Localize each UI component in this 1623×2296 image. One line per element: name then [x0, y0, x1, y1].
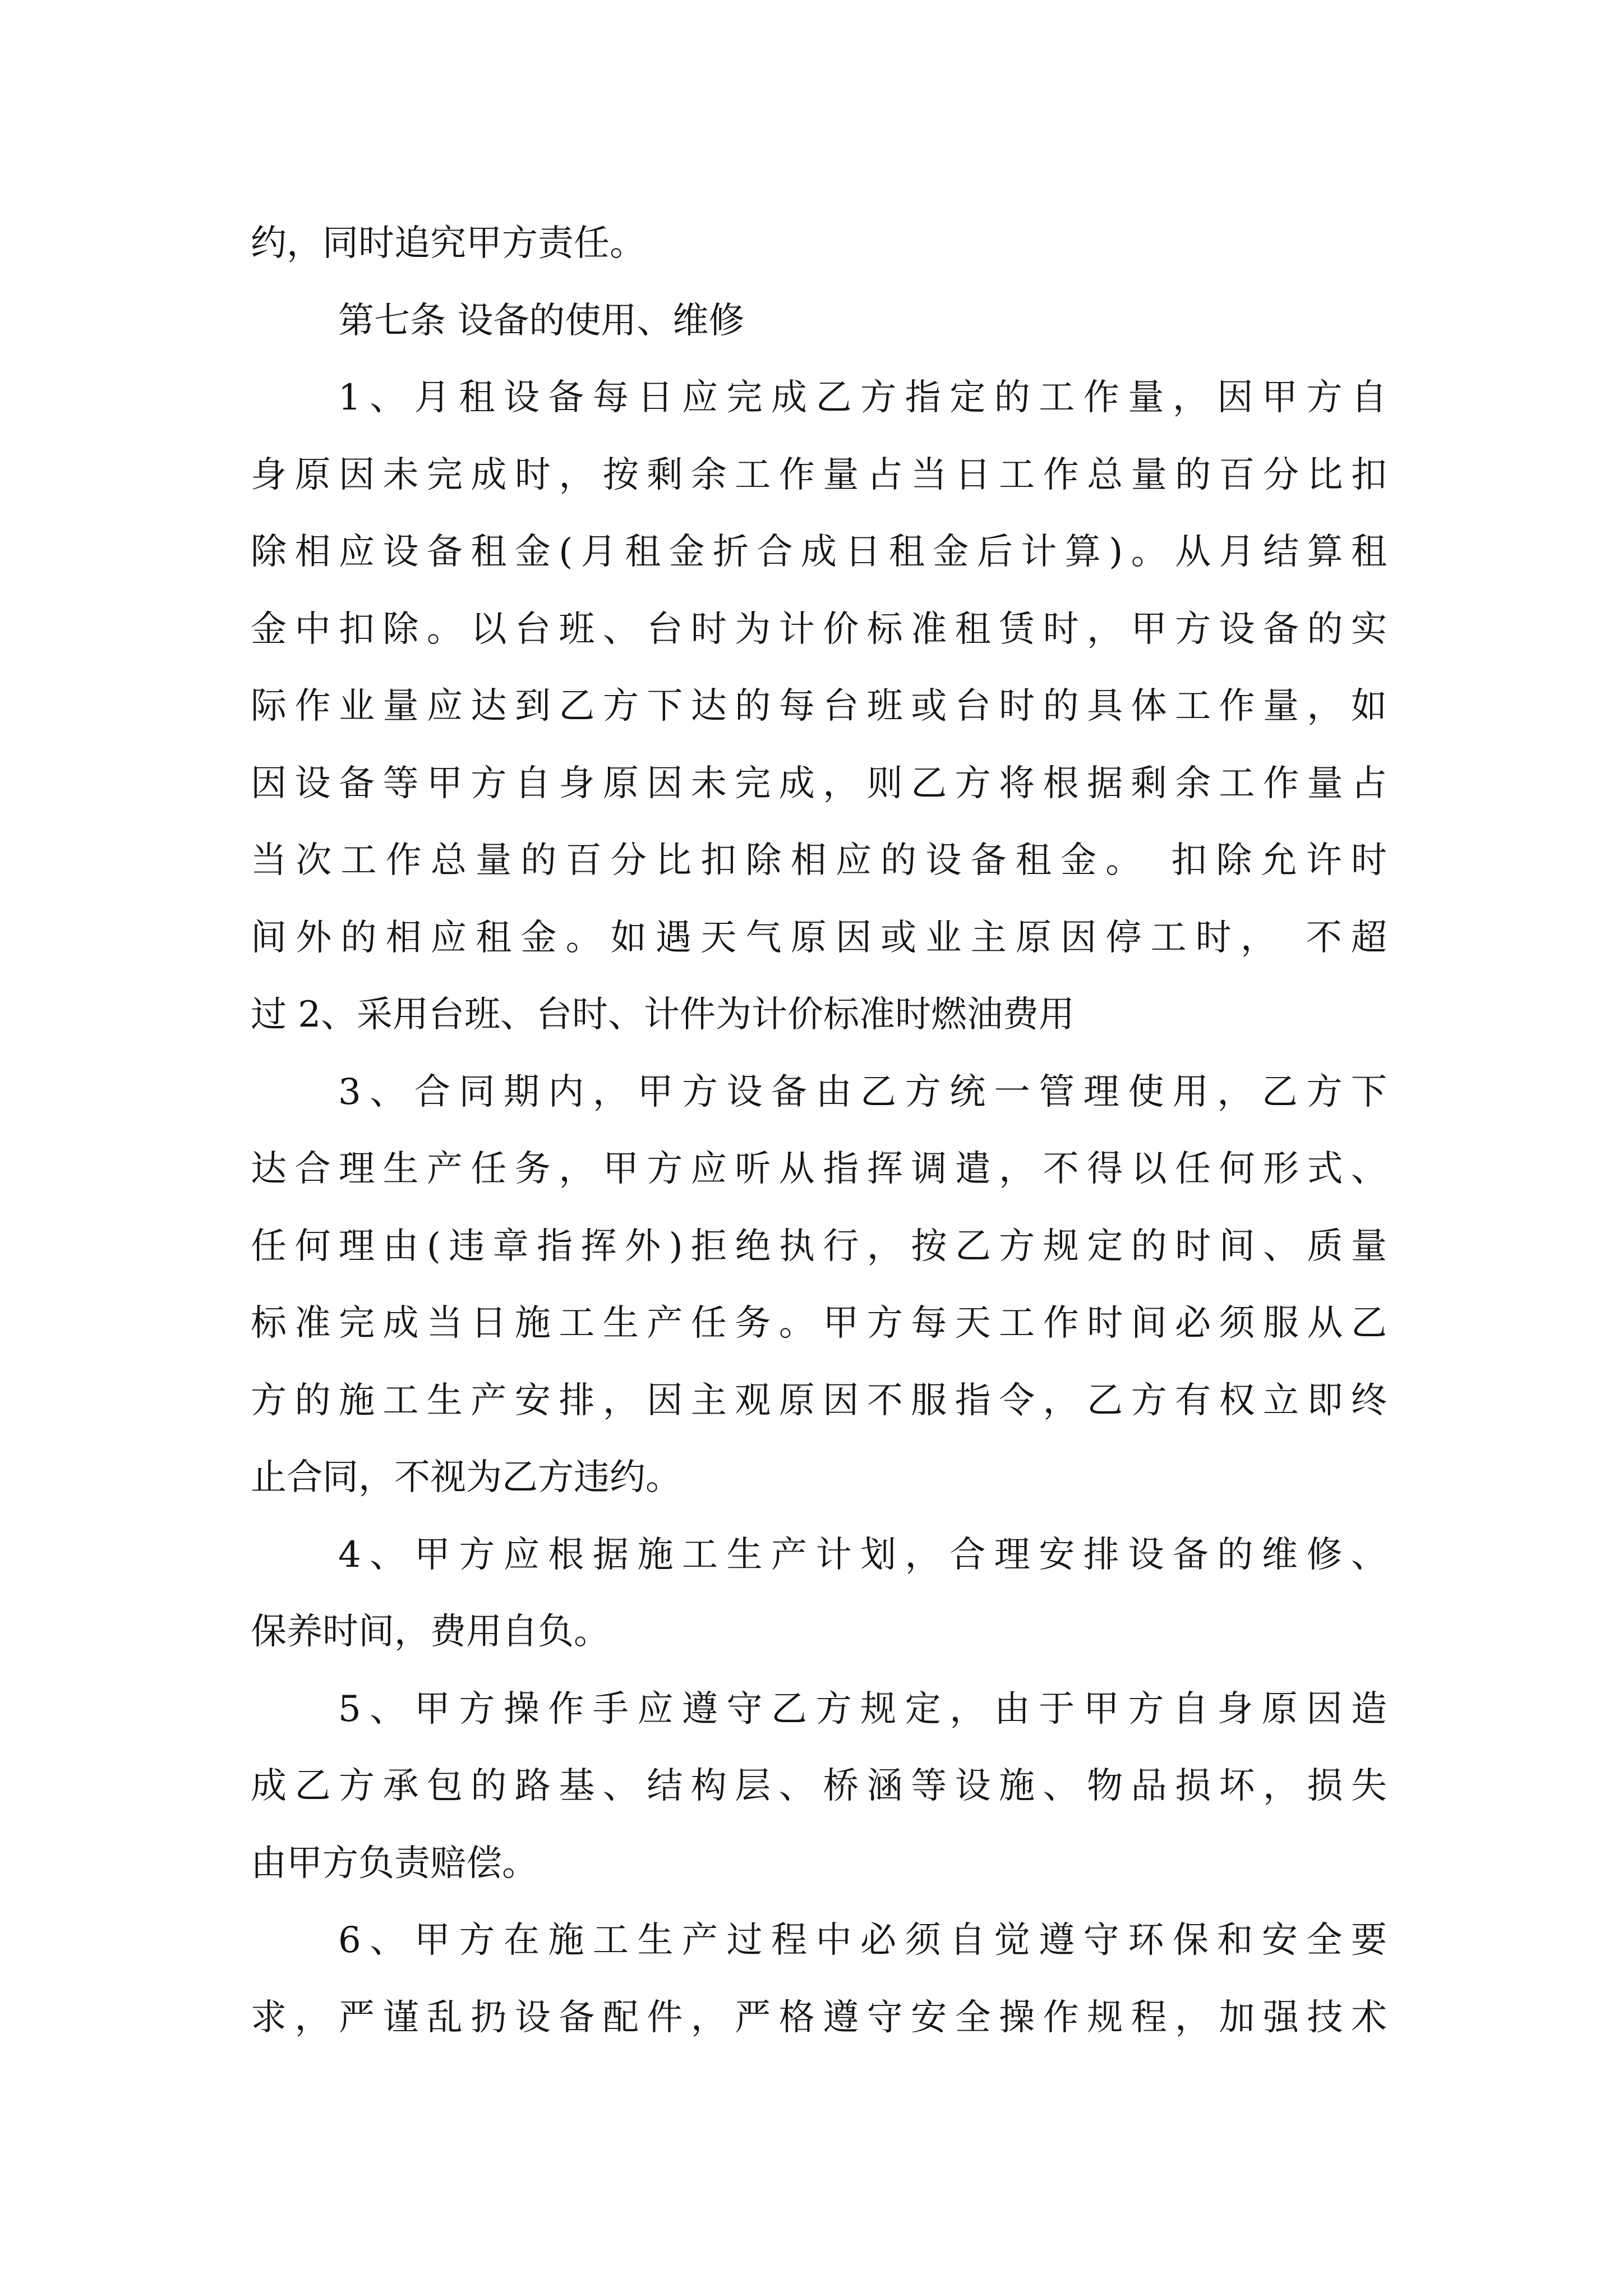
text-line: 6、甲方在施工生产过程中必须自觉遵守环保和安全要 — [338, 1920, 1387, 1961]
paragraph-item-1 — [251, 360, 1387, 1054]
paragraph-item-6 — [251, 1902, 1387, 2056]
text-line: 当次工作总量的百分比扣除相应的设备租金。 扣除允许时 — [251, 840, 1387, 881]
text-line: 成乙方承包的路基、结构层、桥涵等设施、物品损坏，损失 — [251, 1765, 1387, 1807]
text-line: 间外的相应租金。如遇天气原因或业主原因停工时， 不超 — [251, 917, 1387, 959]
text-line: 1、月租设备每日应完成乙方指定的工作量，因甲方自 — [338, 377, 1387, 418]
paragraph-item-3 — [251, 1054, 1387, 1517]
text-line: 任何理由(违章指挥外)拒绝执行，按乙方规定的时间、质量 — [251, 1225, 1387, 1267]
text-line: 约，同时追究甲方责任。 — [251, 223, 645, 264]
text-line: 因设备等甲方自身原因未完成，则乙方将根据剩余工作量占 — [251, 762, 1387, 804]
text-line: 身原因未完成时，按剩余工作量占当日工作总量的百分比扣 — [251, 454, 1387, 496]
text-line: 金中扣除。以台班、台时为计价标准租赁时，甲方设备的实 — [251, 608, 1387, 650]
text-line: 达合理生产任务，甲方应听从指挥调遣，不得以任何形式、 — [251, 1148, 1387, 1190]
text-line: 除相应设备租金(月租金折合成日租金后计算)。从月结算租 — [251, 531, 1387, 573]
text-line: 由甲方负责赔偿。 — [251, 1842, 538, 1884]
text-line: 求，严谨乱扔设备配件，严格遵守安全操作规程，加强技术 — [251, 1996, 1387, 2039]
text-line: 3、合同期内，甲方设备由乙方统一管理使用，乙方下 — [338, 1071, 1387, 1113]
paragraph-continuation — [251, 205, 1387, 283]
document-body — [251, 205, 1387, 2056]
heading-line: 第七条 设备的使用、维修 — [338, 300, 745, 342]
text-line: 过 2、采用台班、台时、计件为计价标准时燃油费用 — [251, 994, 1075, 1036]
section-heading — [251, 283, 1387, 360]
text-line: 保养时间，费用自负。 — [251, 1611, 610, 1653]
text-line: 止合同，不视为乙方违约。 — [251, 1457, 681, 1498]
text-line: 方的施工生产安排，因主观原因不服指令，乙方有权立即终 — [251, 1379, 1387, 1421]
text-line: 4、甲方应根据施工生产计划，合理安排设备的维修、 — [338, 1534, 1387, 1576]
paragraph-item-5 — [251, 1671, 1387, 1903]
text-line: 5、甲方操作手应遵守乙方规定，由于甲方自身原因造 — [338, 1688, 1387, 1730]
text-line: 际作业量应达到乙方下达的每台班或台时的具体工作量，如 — [251, 685, 1387, 727]
paragraph-item-4 — [251, 1517, 1387, 1671]
text-line: 标准完成当日施工生产任务。甲方每天工作时间必须服从乙 — [251, 1303, 1387, 1344]
